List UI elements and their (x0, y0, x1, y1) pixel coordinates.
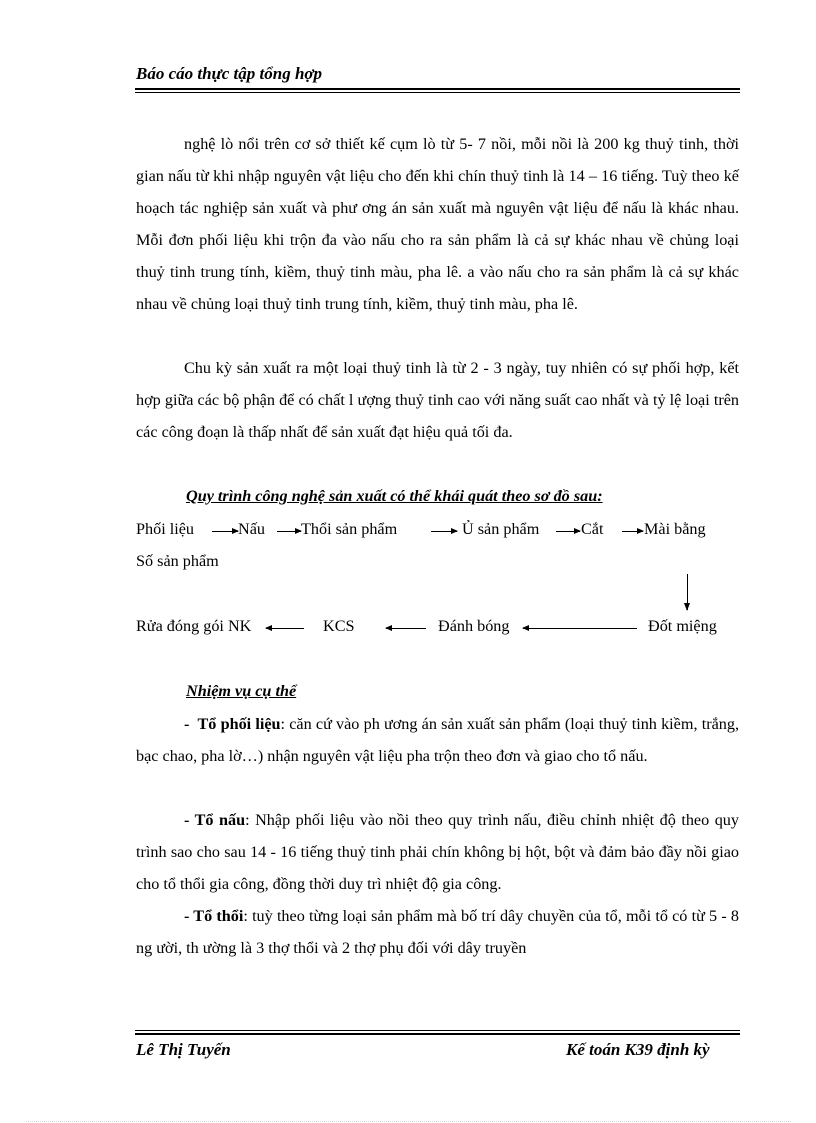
page-edge (26, 1121, 791, 1122)
flow-u-san-pham: Ủ sản phẩm (462, 520, 540, 538)
process-heading: Quy trình công nghệ sản xuất có thể khái quát theo sơ đồ sau: (186, 487, 603, 505)
flow-cat: Cắt (581, 520, 604, 538)
arrow-down-icon (687, 574, 688, 610)
task-3-text: : tuỳ theo từng loại sản phẩm mà bố trí dây chuyền của tổ, mỗi tổ có từ 5 - 8 ng ười, th ường là 3 thợ thổi và 2 thợ phụ đối với dây truyền (136, 907, 739, 957)
task-2: - Tổ nấu: Nhập phối liệu vào nồi theo quy trình nấu, điều chỉnh nhiệt độ theo quy trình sao cho sau 14 - 16 tiếng thuỷ tinh phải chín không bị hột, bột và đảm bảo đầy nồi giao cho tổ thổi gia công, đồng thời duy trì nhiệt độ gia công. (136, 811, 739, 893)
paragraph-2 (136, 352, 739, 448)
paragraph-2-text: Chu kỳ sản xuất ra một loại thuỷ tinh là từ 2 - 3 ngày, tuy nhiên có sự phối hợp, kết hợp giữa các bộ phận để có chất l ượng thuỷ tinh cao với năng suất cao nhất và tỷ lệ loại trên các công đoạn là thấp nhất để sản xuất đạt hiệu quả tối đa. (136, 359, 739, 441)
footer-author: Lê Thị Tuyến (136, 1040, 231, 1059)
arrow-left-icon (523, 628, 637, 629)
flow-so-san-pham: Số sản phẩm (136, 552, 219, 570)
task-1-text: : căn cứ vào ph ương án sản xuất sản phẩm (loại thuỷ tinh kiềm, trắng, bạc chao, pha lờ…) nhận nguyên vật liệu pha trộn theo đơn và giao cho tổ nấu. (136, 715, 739, 765)
arrow-right-icon (212, 531, 238, 532)
header-title: Báo cáo thực tập tổng hợp (136, 64, 323, 83)
footer-class: Kế toán K39 định kỳ (566, 1040, 710, 1059)
paragraph-1 (136, 128, 739, 320)
task-2-text: : Nhập phối liệu vào nồi theo quy trình nấu, điều chỉnh nhiệt độ theo quy trình sao cho sau 14 - 16 tiếng thuỷ tinh phải chín không bị hột, bột và đảm bảo đầy nồi giao cho tổ thổi gia công, đồng thời duy trì nhiệt độ gia công. (136, 811, 739, 893)
task-3-label: Tổ thổi (193, 907, 244, 925)
footer-rule-thin (135, 1030, 740, 1031)
paragraph-1-text: nghệ lò nổi trên cơ sở thiết kế cụm lò từ 5- 7 nồi, mỗi nồi là 200 kg thuỷ tinh, thời gian nấu từ khi nhập nguyên vật liệu cho đến khi chín thuỷ tinh là 14 – 16 tiếng. Tuỳ theo kế hoạch tác nghiệp sản xuất và phư ơng án sản xuất mà nguyên vật liệu để nấu là khác nhau. Mỗi đơn phối liệu khi trộn đa vào nấu cho ra sản phẩm là cả sự khác nhau về chủng loại thuỷ tinh trung tính, kiềm, thuỷ tinh màu, pha lê. a vào nấu cho ra sản phẩm là cả sự khác nhau về chủng loại thuỷ tinh trung tính, kiềm, thuỷ tinh màu, pha lê. (136, 135, 739, 313)
flow-mai-bang: Mài bằng (644, 520, 706, 538)
arrow-right-icon (622, 531, 643, 532)
flow-phoi-lieu: Phối liệu (136, 520, 195, 538)
flow-thoi-san-pham: Thổi sản phẩm (301, 520, 398, 538)
tasks-heading: Nhiệm vụ cụ thể (186, 682, 297, 700)
flow-nau: Nấu (238, 520, 265, 538)
arrow-right-icon (556, 531, 580, 532)
header-rule (135, 88, 740, 90)
flow-rua-dong-goi: Rửa đóng gói NK (136, 617, 252, 635)
task-2-label: Tổ nấu (194, 811, 246, 829)
flow-dot-mieng: Đốt miệng (648, 617, 717, 635)
task-1-label: Tổ phối liệu (197, 715, 281, 733)
arrow-right-icon (277, 531, 301, 532)
arrow-right-icon (431, 531, 457, 532)
task-3: - Tổ thổi: tuỳ theo từng loại sản phẩm mà bố trí dây chuyền của tổ, mỗi tổ có từ 5 - 8 ng ười, th ường là 3 thợ thổi và 2 thợ phụ đối với dây truyền (136, 907, 739, 957)
arrow-left-icon (266, 628, 304, 629)
flow-danh-bong: Đánh bóng (438, 617, 510, 635)
header-rule-thin (135, 92, 740, 93)
arrow-left-icon (386, 628, 426, 629)
footer-rule (135, 1033, 740, 1035)
flow-kcs: KCS (323, 617, 355, 635)
task-1: - Tổ phối liệu: căn cứ vào ph ương án sản xuất sản phẩm (loại thuỷ tinh kiềm, trắng, bạc chao, pha lờ…) nhận nguyên vật liệu pha trộn theo đơn và giao cho tổ nấu. (136, 715, 739, 765)
